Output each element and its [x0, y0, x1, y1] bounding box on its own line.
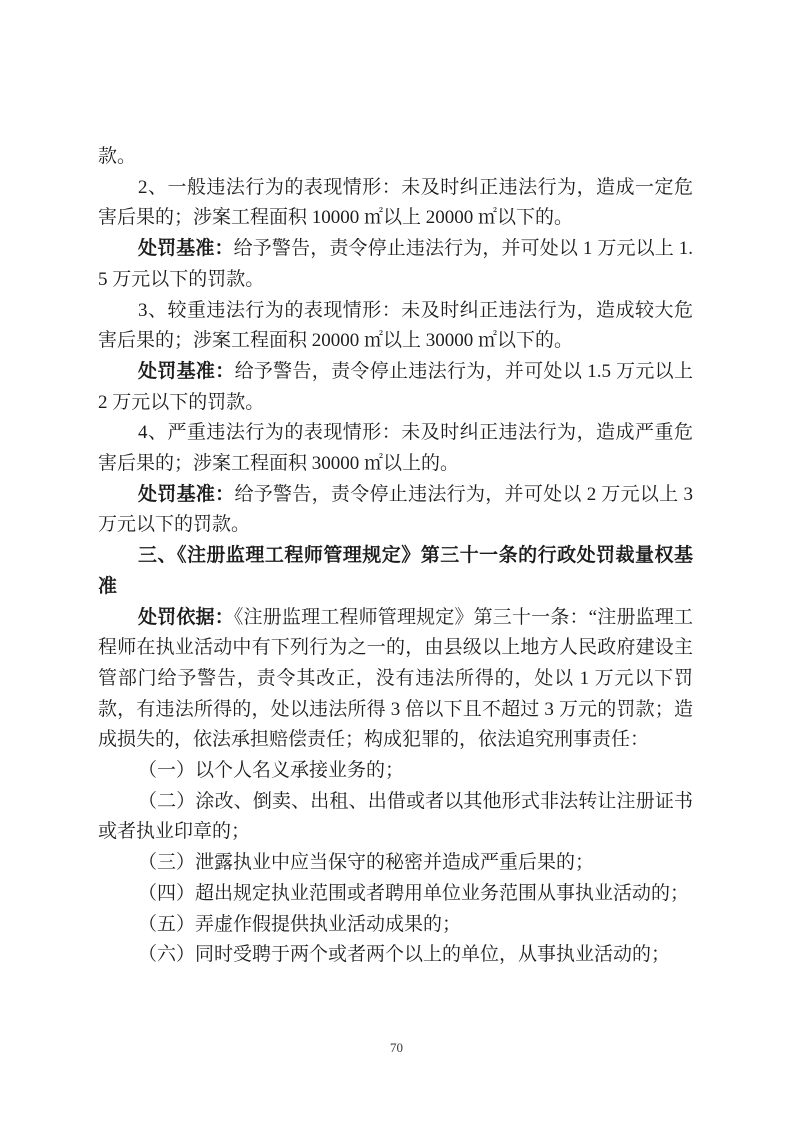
paragraph-bold-label: 处罚基准：	[138, 238, 234, 260]
paragraph-text: （三）泄露执业中应当保守的秘密并造成严重后果的；	[138, 852, 595, 874]
paragraph-text: 三、《注册监理工程师管理规定》第三十一条的行政处罚裁量权基准	[98, 545, 693, 597]
paragraph	[98, 910, 693, 941]
paragraph-text: （五）弄虚作假提供执业活动成果的；	[138, 913, 462, 935]
paragraph	[98, 296, 693, 357]
paragraph-text: 款。	[98, 146, 137, 167]
paragraph-text: 《注册监理工程师管理规定》第三十一条：“注册监理工程师在执业活动中有下列行为之一的，由县级以上地方人民政府建设主管部门给予警告，责令其改正，没有违法所得的，处以 1 万元以下罚款，有违法所得的，处以违法所得 3 倍以下且不超过 3 万元的罚款；造成损失的，依法承担赔偿责任；构成犯罪的，依法追究刑事责任：	[98, 606, 693, 751]
paragraph-text: 给予警告，责令停止违法行为，并可处以 2 万元以上 3 万元以下的罚款。	[98, 483, 693, 536]
paragraph	[98, 173, 693, 234]
page-number: 70	[390, 1040, 403, 1055]
paragraph-text: 给予警告，责令停止违法行为，并可处以 1 万元以上 1.5 万元以下的罚款。	[98, 238, 693, 290]
paragraph-text: 给予警告，责令停止违法行为，并可处以 1.5 万元以上 2 万元以下的罚款。	[98, 360, 693, 413]
paragraph	[98, 234, 693, 295]
paragraph	[98, 756, 693, 787]
paragraph	[98, 848, 693, 879]
paragraph-bold-label: 处罚依据：	[138, 606, 234, 628]
paragraph-bold-label: 处罚基准：	[138, 360, 235, 382]
paragraph-text: （六）同时受聘于两个或者两个以上的单位，从事执业活动的；	[138, 944, 671, 966]
paragraph	[98, 940, 693, 971]
paragraph	[98, 787, 693, 848]
paragraph-text: （四）超出规定执业范围或者聘用单位业务范围从事执业活动的；	[138, 882, 690, 904]
paragraph	[98, 603, 693, 757]
paragraph-text: （二）涂改、倒卖、出租、出借或者以其他形式非法转让注册证书或者执业印章的；	[98, 790, 693, 843]
paragraph	[98, 879, 693, 910]
paragraph-text: （一）以个人名义承接业务的；	[138, 760, 405, 782]
document-body	[98, 142, 693, 971]
paragraph-bold-label: 处罚基准：	[138, 483, 235, 505]
section-heading	[98, 541, 693, 602]
paragraph-text: 4、严重违法行为的表现情形：未及时纠正违法行为，造成严重危害后果的；涉案工程面积 30000 ㎡以上的。	[98, 422, 693, 475]
paragraph-text: 3、较重违法行为的表现情形：未及时纠正违法行为，造成较大危害后果的；涉案工程面积 20000 ㎡以上 30000 ㎡以下的。	[98, 299, 693, 352]
paragraph	[98, 357, 693, 418]
paragraph	[98, 480, 693, 541]
paragraph-text: 2、一般违法行为的表现情形：未及时纠正违法行为，造成一定危害后果的；涉案工程面积 10000 ㎡以上 20000 ㎡以下的。	[98, 176, 693, 229]
paragraph	[98, 142, 693, 173]
paragraph	[98, 418, 693, 479]
